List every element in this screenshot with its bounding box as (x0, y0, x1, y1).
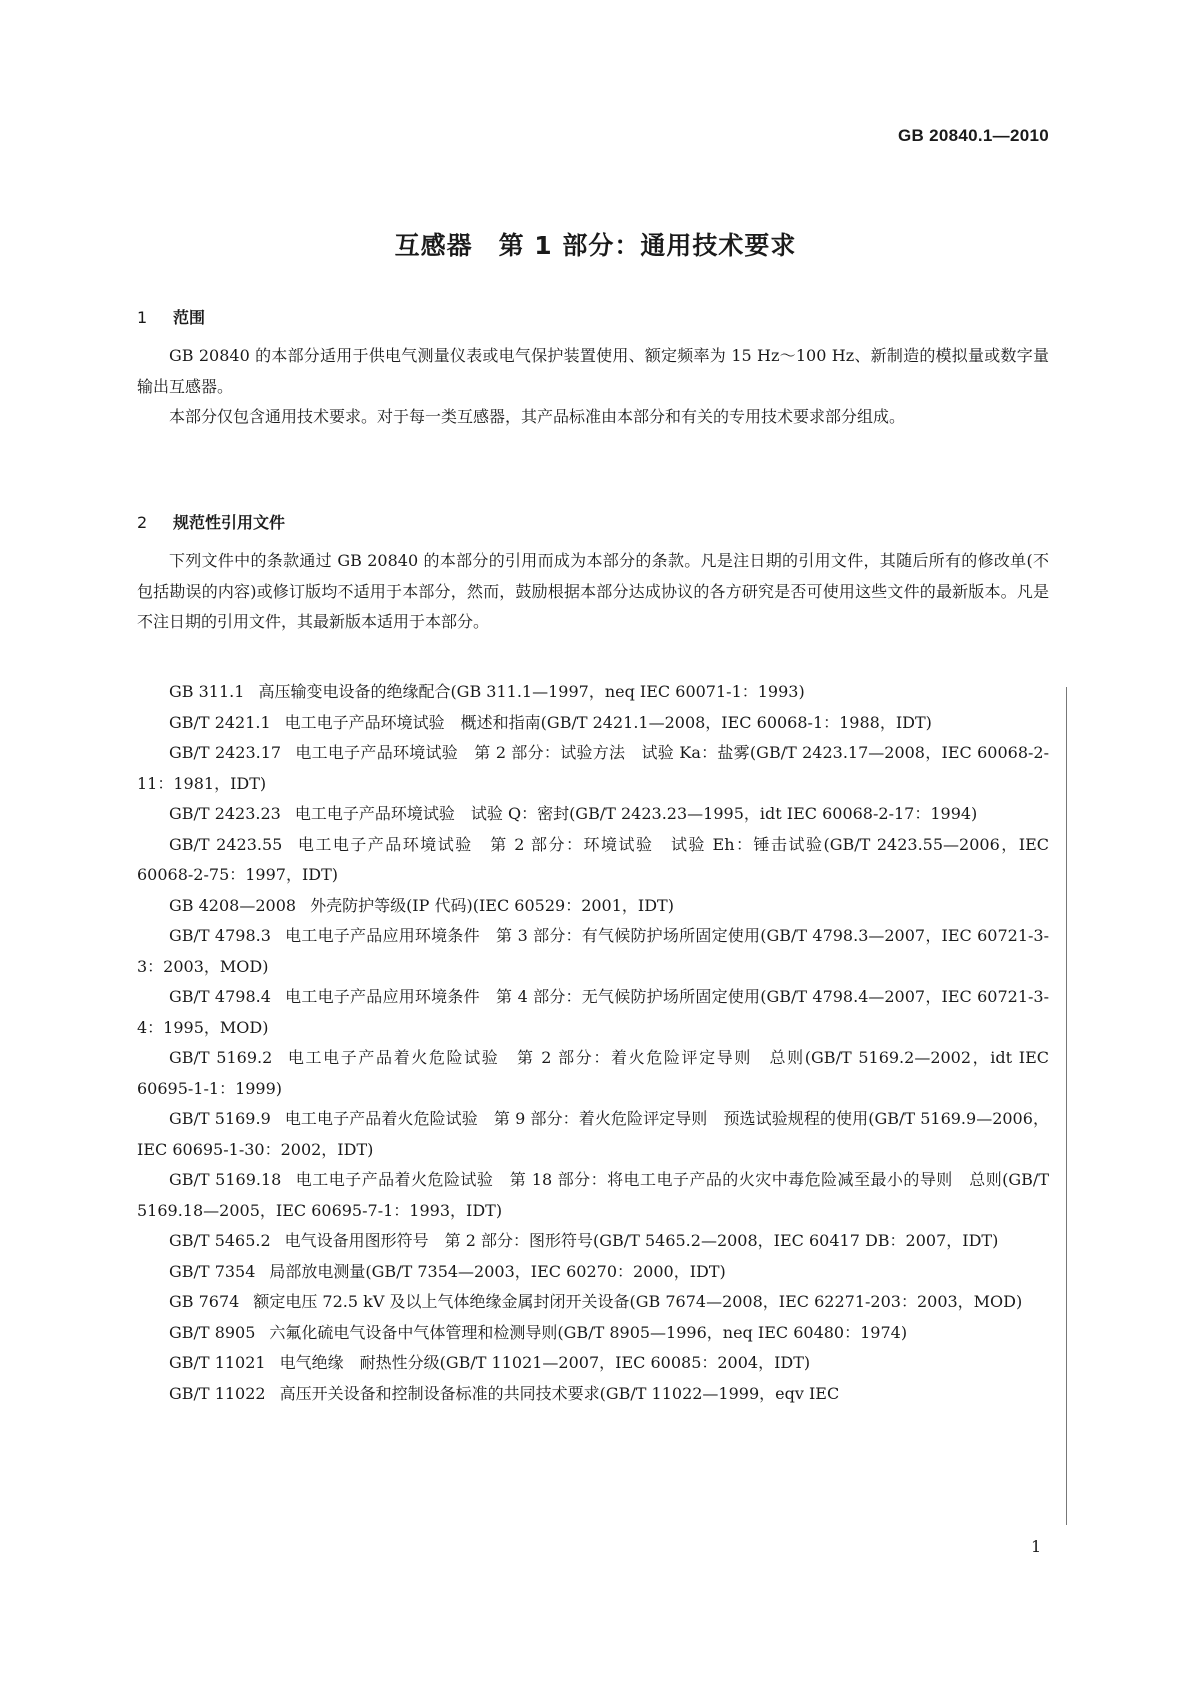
margin-change-bar (1066, 687, 1067, 1525)
reference-code: GB 7674 (169, 1292, 240, 1311)
reference-text: 电工电子产品应用环境条件 第 4 部分：无气候防护场所固定使用(GB/T 4798.4—2007，IEC 60721-3-4：1995，MOD) (137, 987, 1049, 1037)
reference-text: 局部放电测量(GB/T 7354—2003，IEC 60270：2000，IDT) (269, 1261, 726, 1281)
reference-item (137, 1226, 1049, 1257)
reference-item (137, 799, 1049, 830)
reference-code: GB 311.1 (169, 682, 245, 701)
reference-item (137, 1104, 1049, 1165)
reference-code: GB/T 2423.17 (169, 743, 282, 762)
reference-text: 电工电子产品着火危险试验 第 18 部分：将电工电子产品的火灾中毒危险减至最小的导则 总则(GB/T 5169.18—2005，IEC 60695-7-1：1993，IDT) (137, 1170, 1049, 1220)
reference-text: 电工电子产品着火危险试验 第 2 部分：着火危险评定导则 总则(GB/T 5169.2—2002，idt IEC 60695-1-1：1999) (137, 1048, 1050, 1098)
reference-code: GB/T 2423.55 (169, 834, 283, 854)
reference-text: 电工电子产品环境试验 第 2 部分：环境试验 试验 Eh：锤击试验(GB/T 2423.55—2006，IEC 60068-2-75：1997，IDT) (137, 834, 1049, 884)
reference-code: GB/T 4798.4 (169, 987, 271, 1006)
section-title: 规范性引用文件 (173, 513, 286, 532)
reference-item (137, 1348, 1049, 1379)
reference-text: 电气设备用图形符号 第 2 部分：图形符号(GB/T 5465.2—2008，IEC 60417 DB：2007，IDT) (284, 1231, 999, 1250)
reference-code: GB/T 11022 (169, 1383, 266, 1403)
reference-code: GB/T 5465.2 (169, 1231, 271, 1250)
reference-text: 电工电子产品环境试验 试验 Q：密封(GB/T 2423.23—1995，idt IEC 60068-2-17：1994) (294, 804, 978, 823)
reference-code: GB/T 5169.2 (169, 1048, 273, 1067)
reference-item (137, 1287, 1049, 1318)
section-number: 2 (137, 513, 148, 532)
paragraph: 本部分仅包含通用技术要求。对于每一类互感器，其产品标准由本部分和有关的专用技术要求部分组成。 (169, 407, 906, 426)
reference-text: 电工电子产品环境试验 第 2 部分：试验方法 试验 Ka：盐雾(GB/T 2423.17—2008，IEC 60068-2-11：1981，IDT) (137, 743, 1049, 793)
reference-text: 六氟化硫电气设备中气体管理和检测导则(GB/T 8905—1996，neq IEC 60480：1974) (269, 1322, 908, 1342)
section-1-heading (137, 305, 205, 328)
reference-item (137, 1318, 1049, 1349)
reference-item (137, 921, 1049, 982)
reference-code: GB 4208—2008 (169, 895, 297, 915)
reference-code: GB/T 11021 (169, 1353, 266, 1372)
reference-text: 高压输变电设备的绝缘配合(GB 311.1—1997，neq IEC 60071-1：1993) (258, 682, 805, 701)
reference-code: GB/T 2423.23 (169, 804, 281, 823)
reference-item (137, 1165, 1049, 1226)
reference-code: GB/T 4798.3 (169, 926, 271, 945)
normative-references-list (137, 677, 1049, 1409)
reference-text: 外壳防护等级(IP 代码)(IEC 60529：2001，IDT) (310, 895, 674, 915)
section-number: 1 (137, 308, 148, 327)
reference-text: 额定电压 72.5 kV 及以上气体绝缘金属封闭开关设备(GB 7674—2008，IEC 62271-203：2003，MOD) (253, 1292, 1023, 1311)
reference-code: GB/T 7354 (169, 1261, 256, 1281)
reference-text: 高压开关设备和控制设备标准的共同技术要求(GB/T 11022—1999，eqv IEC (279, 1383, 840, 1403)
reference-code: GB/T 8905 (169, 1322, 256, 1342)
reference-text: 电工电子产品应用环境条件 第 3 部分：有气候防护场所固定使用(GB/T 4798.3—2007，IEC 60721-3-3：2003，MOD) (137, 926, 1049, 976)
reference-text: 电工电子产品环境试验 概述和指南(GB/T 2421.1—2008，IEC 60068-1：1988，IDT) (284, 712, 932, 732)
reference-item (137, 738, 1049, 799)
section-2-intro (137, 546, 1049, 638)
reference-item (137, 708, 1049, 739)
reference-item (137, 1379, 1049, 1410)
reference-code: GB/T 5169.9 (169, 1109, 271, 1128)
reference-code: GB/T 2421.1 (169, 712, 271, 732)
reference-item (137, 891, 1049, 922)
reference-item (137, 982, 1049, 1043)
reference-item (137, 677, 1049, 708)
reference-code: GB/T 5169.18 (169, 1170, 282, 1189)
reference-text: 电工电子产品着火危险试验 第 9 部分：着火危险评定导则 预选试验规程的使用(GB/T 5169.9—2006，IEC 60695-1-30：2002，IDT) (137, 1109, 1049, 1159)
paragraph: GB 20840 的本部分适用于供电气测量仪表或电气保护装置使用、额定频率为 15 Hz～100 Hz、新制造的模拟量或数字量输出互感器。 (137, 346, 1049, 396)
section-title: 范围 (173, 308, 206, 327)
section-1-body (137, 341, 1049, 433)
reference-item (137, 1043, 1049, 1104)
reference-item (137, 830, 1049, 891)
reference-item (137, 1257, 1049, 1288)
document-title: 互感器 第 1 部分：通用技术要求 (394, 231, 797, 260)
standard-code: GB 20840.1—2010 (898, 126, 1049, 145)
page-number: 1 (1031, 1537, 1042, 1556)
section-2-heading (137, 510, 285, 533)
reference-text: 电气绝缘 耐热性分级(GB/T 11021—2007，IEC 60085：2004，IDT) (279, 1353, 811, 1372)
paragraph: 下列文件中的条款通过 GB 20840 的本部分的引用而成为本部分的条款。凡是注日期的引用文件，其随后所有的修改单(不包括勘误的内容)或修订版均不适用于本部分，然而，鼓励根据本部分达成协议的各方研究是否可使用这些文件的最新版本。凡是不注日期的引用文件，其最新版本适用于本部分。 (137, 551, 1049, 631)
